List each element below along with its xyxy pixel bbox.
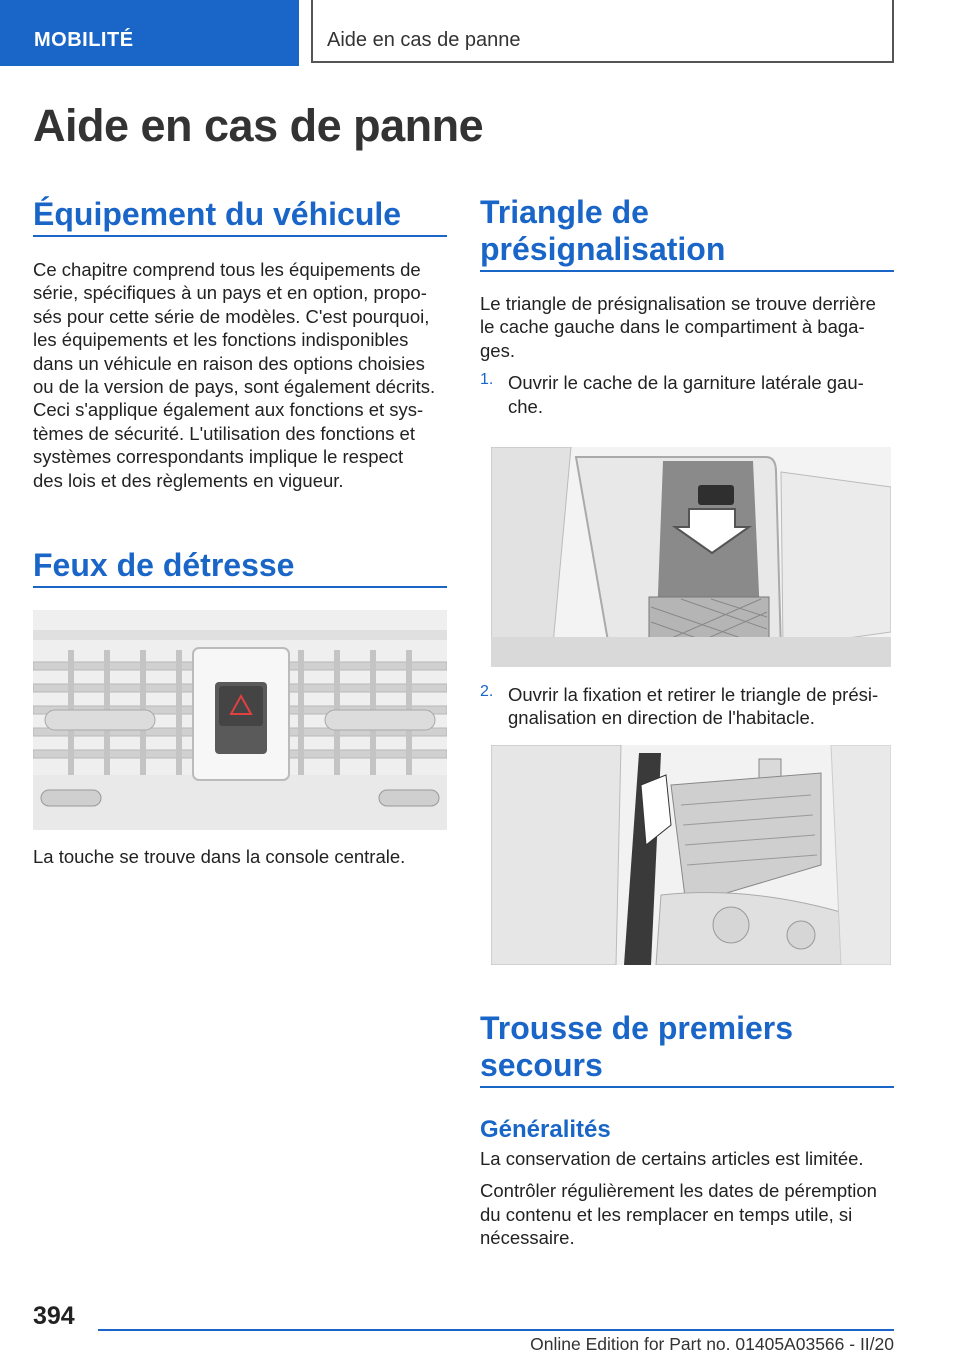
text-line: Ouvrir la fixation et retirer le triangle de prési‐ <box>508 684 879 705</box>
text-line: gnalisation en direction de l'habitacle. <box>508 707 815 729</box>
step-number: 2. <box>480 683 494 700</box>
triangle-heading-line: présignalisation <box>480 231 726 267</box>
step-2-block <box>480 683 894 730</box>
text-line: Ouvrir le cache de la garniture latérale gau‐ <box>508 372 864 394</box>
text-line: che. <box>508 395 543 417</box>
hazard-switch-image <box>33 610 447 830</box>
text-line: le cache gauche dans le compartiment à baga‐ <box>480 316 865 338</box>
footer-rule <box>98 1329 894 1331</box>
section-tab <box>0 0 299 66</box>
page-title: Aide en cas de panne <box>33 100 484 151</box>
step-number: 1. <box>480 371 494 389</box>
heading-rule <box>33 586 447 588</box>
heading-rule <box>33 235 447 237</box>
trunk-cover-image <box>491 447 891 667</box>
text-line: nécessaire. <box>480 1227 575 1249</box>
step-1 <box>480 371 894 418</box>
heading-rule <box>480 1086 894 1088</box>
first-aid-section <box>480 1010 894 1250</box>
text-line: sés pour cette série de modèles. C'est pourquoi, <box>33 305 430 327</box>
text-line: du contenu et les remplacer en temps utile, si <box>480 1203 853 1225</box>
equipment-heading: Équipement du véhicule <box>33 196 402 232</box>
step-2 <box>480 683 894 730</box>
triangle-removal-image <box>491 745 891 965</box>
text-line: Ceci s'applique également aux fonctions et sys‐ <box>33 399 424 421</box>
triangle-heading-line: Triangle de <box>480 194 649 230</box>
first-aid-para-1: La conservation de certains articles est limitée. <box>480 1148 864 1169</box>
hazard-caption: La touche se trouve dans la console centrale. <box>33 846 406 867</box>
first-aid-heading-line: secours <box>480 1047 603 1083</box>
equipment-section <box>33 196 447 492</box>
hazard-heading: Feux de détresse <box>33 547 295 583</box>
chapter-label: Aide en cas de panne <box>327 29 521 51</box>
text-line: ou de la version de pays, sont également décrits. <box>33 376 436 398</box>
text-line: des lois et des règlements en vigueur. <box>33 469 344 491</box>
text-line: tèmes de sécurité. L'utilisation des fonctions et <box>33 422 415 444</box>
triangle-section <box>480 194 894 418</box>
text-line: série, spécifiques à un pays et en option, propo‐ <box>33 282 427 304</box>
general-subheading: Généralités <box>480 1116 611 1143</box>
first-aid-heading-line: Trousse de premiers <box>480 1010 794 1046</box>
text-line: Ce chapitre comprend tous les équipements de <box>33 259 421 280</box>
first-aid-para-2 <box>480 1179 894 1249</box>
text-line: dans un véhicule en raison des options choisies <box>33 352 425 374</box>
text-line: systèmes correspondants implique le respect <box>33 446 404 468</box>
edition-footer: Online Edition for Part no. 01405A03566 - II/20 <box>530 1334 894 1354</box>
section-label: MOBILITÉ <box>34 29 134 51</box>
text-line: Le triangle de présignalisation se trouve derrière <box>480 293 876 314</box>
chapter-header <box>311 0 894 63</box>
text-line: Contrôler régulièrement les dates de péremption <box>480 1180 877 1202</box>
triangle-intro <box>480 292 894 362</box>
hazard-section <box>33 547 447 588</box>
page-number: 394 <box>33 1302 75 1330</box>
heading-rule <box>480 270 894 272</box>
equipment-paragraph <box>33 258 447 492</box>
text-line: les équipements et les fonctions indisponibles <box>33 329 409 351</box>
text-line: ges. <box>480 339 515 361</box>
